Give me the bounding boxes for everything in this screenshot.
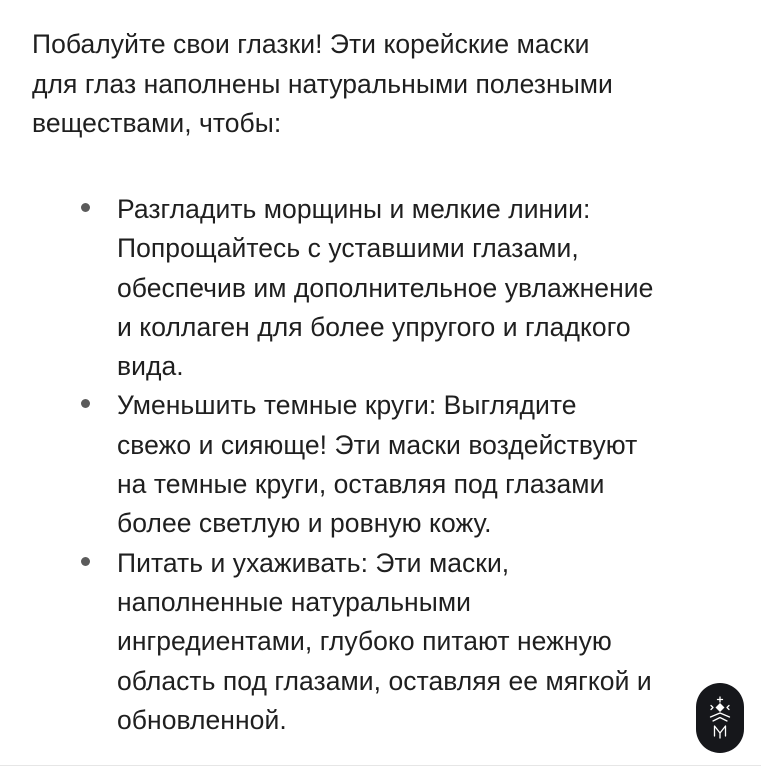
list-item-line: Разгладить морщины и мелкие линии: (117, 194, 591, 224)
list-item-line: Уменьшить темные круги: Выглядите (117, 390, 577, 421)
list-item-line: наполненные натуральными (117, 586, 471, 617)
intro-line: Побалуйте свои глазки! Эти корейские маски (32, 29, 590, 59)
list-item (0, 386, 761, 543)
list-item-line: область под глазами, оставляя ее мягкой и (117, 665, 652, 696)
intro-paragraph (32, 25, 742, 144)
list-item-line: Питать и ухаживать: Эти маски, (117, 547, 510, 578)
bullet-dot-icon (81, 203, 90, 212)
bullet-dot-icon (81, 399, 90, 408)
list-item-line: Попрощайтесь с уставшими глазами, (117, 233, 579, 264)
list-item-line: обеспечив им дополнительное увлажнение (117, 272, 654, 303)
list-item-line: на темные круги, оставляя под глазами (117, 469, 605, 500)
intro-line: для глаз наполнены натуральными полезными (32, 68, 613, 99)
benefits-list (0, 190, 761, 740)
list-item-line: вида. (117, 351, 184, 382)
bullet-dot-icon (81, 557, 90, 566)
list-item-line: ингредиентами, глубоко питают нежную (117, 626, 612, 657)
brand-logo-icon (696, 683, 744, 753)
list-item (0, 544, 761, 740)
list-item-line: более светлую и ровную кожу. (117, 508, 492, 539)
brand-logo-button[interactable] (696, 683, 744, 753)
list-item-line: и коллаген для более упругого и гладкого (117, 311, 631, 342)
list-item-line: свежо и сияюще! Эти маски воздействуют (117, 429, 638, 460)
list-item (0, 190, 761, 386)
divider (0, 765, 761, 766)
list-item-line: обновленной. (117, 704, 287, 735)
intro-line: веществами, чтобы: (32, 108, 282, 138)
